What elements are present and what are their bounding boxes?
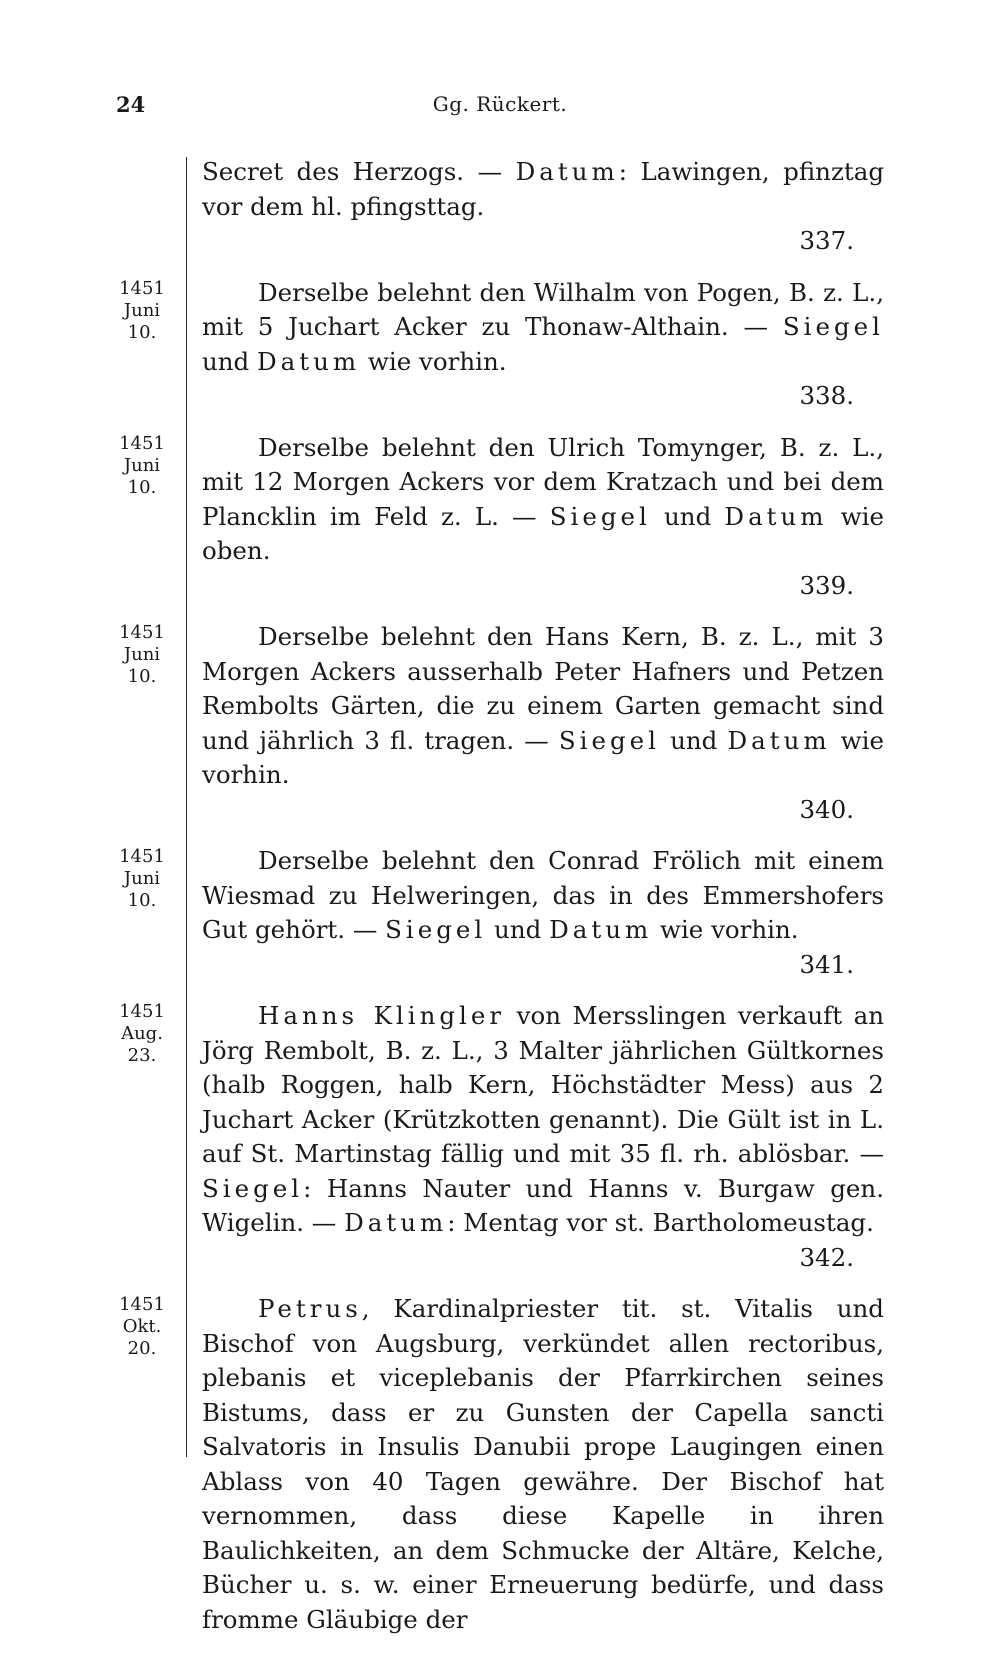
- spaced-keyword: Siegel: [549, 501, 651, 531]
- spaced-keyword: Siegel: [385, 915, 487, 944]
- margin-date-line: 1451: [119, 278, 165, 299]
- regest-entry: [202, 999, 884, 1275]
- regest-entry: [202, 844, 884, 982]
- margin-date: [108, 433, 176, 499]
- spaced-keyword: Siegel: [782, 312, 884, 341]
- margin-date-line: 10.: [127, 890, 157, 911]
- margin-date: [108, 1294, 176, 1360]
- text-run: von Mersslingen verkauft an Jörg Rembolt, B. z. L., 3 Malter jährlichen Gültkornes (halb Roggen, halb Kern, Höchstädter Mess) aus 2 Juchart Acker (Krützkotten genannt). Die Gült ist in L. auf St. Martinstag fällig und mit 35 fl. rh. ablösbar. —: [202, 1001, 884, 1168]
- regest-entry: [202, 1292, 884, 1637]
- text-run: wie vorhin.: [360, 346, 507, 376]
- text-run: und: [660, 725, 728, 755]
- margin-date-line: 1451: [119, 846, 165, 867]
- entry-text: [202, 1292, 884, 1637]
- entry-text: [202, 155, 884, 224]
- margin-date-line: 1451: [119, 1294, 165, 1315]
- entry-text: [202, 620, 884, 793]
- regest-entry: [202, 431, 884, 604]
- text-run: Derselbe belehnt den Conrad Frölich mit einem Wiesmad zu Helweringen, das in des Emmershofers Gut gehört. —: [202, 846, 884, 944]
- margin-date: [108, 622, 176, 688]
- text-run: : Hanns Nauter und Hanns v. Burgaw gen. Wigelin. —: [202, 1173, 884, 1237]
- margin-date-line: Juni: [123, 300, 161, 321]
- margin-date-line: 10.: [127, 322, 157, 343]
- entry-text: [202, 431, 884, 569]
- page-header: [0, 92, 1000, 124]
- margin-date: [108, 278, 176, 344]
- regest-entry: [202, 620, 884, 827]
- text-run: : Mentag vor st. Bartholomeustag.: [447, 1208, 874, 1237]
- spaced-keyword: Datum: [515, 157, 619, 186]
- spaced-keyword: Datum: [257, 346, 361, 376]
- margin-date-line: Juni: [123, 455, 161, 476]
- text-run: wie vorhin.: [202, 725, 884, 789]
- regest-entry: [202, 276, 884, 414]
- spaced-keyword: Datum: [549, 915, 653, 944]
- spaced-keyword: Siegel: [558, 725, 661, 755]
- running-title: Gg. Rückert.: [432, 92, 568, 116]
- text-run: und: [202, 346, 258, 376]
- entry-number: 338.: [799, 381, 854, 410]
- spaced-keyword: Datum: [344, 1208, 448, 1237]
- spaced-keyword: Petrus: [258, 1294, 362, 1323]
- margin-date-line: 1451: [119, 433, 165, 454]
- text-run: Derselbe belehnt den Hans Kern, B. z. L., mit 3 Morgen Ackers ausserhalb Peter Hafners und Petzen Rembolts Gärten, die zu einem Garten gemacht sind und jährlich 3 fl. tragen. —: [202, 622, 884, 755]
- regest-entry: [202, 155, 884, 259]
- margin-date-line: 23.: [127, 1045, 157, 1066]
- entry-text: [202, 276, 884, 380]
- margin-date-line: Okt.: [122, 1316, 162, 1337]
- entry-number: 342.: [799, 1242, 854, 1272]
- spaced-keyword: Datum: [724, 501, 828, 531]
- text-run: und: [486, 915, 550, 944]
- margin-date-line: 1451: [119, 1001, 165, 1022]
- margin-date: [108, 1001, 176, 1067]
- text-run: Derselbe belehnt den Wilhalm von Pogen, B. z. L., mit 5 Juchart Acker zu Thonaw-Althain. —: [202, 277, 884, 341]
- text-run: wie oben.: [202, 501, 884, 565]
- spaced-keyword: Hanns Klingler: [258, 1001, 506, 1030]
- text-run: Secret des Herzogs. —: [202, 157, 516, 186]
- text-run: Derselbe belehnt den Ulrich Tomynger, B. z. L., mit 12 Morgen Ackers vor dem Kratzach und bei dem Plancklin im Feld z. L. —: [202, 432, 884, 531]
- margin-date-line: Juni: [123, 644, 161, 665]
- margin-date-line: 20.: [127, 1338, 157, 1359]
- entry-number: 340.: [799, 794, 854, 824]
- margin-date-line: 1451: [119, 622, 165, 643]
- margin-date-line: 10.: [127, 477, 157, 498]
- text-run: , Kardinalpriester tit. st. Vitalis und Bischof von Augsburg, verkündet allen rectoribus, plebanis et viceplebanis der Pfarrkirchen seines Bistums, dass er zu Gunsten der Capella sancti Salvatoris in Insulis Danubii prope Laugingen einen Ablass von 40 Tagen gewähre. Der Bischof hat vernommen, dass diese Kapelle in ihren Baulichkeiten, an dem Schmucke der Altäre, Kelche, Bücher u. s. w. einer Erneuerung bedürfe, und dass fromme Gläubige der: [202, 1294, 884, 1634]
- margin-date-line: 10.: [127, 666, 157, 687]
- spaced-keyword: Datum: [727, 725, 831, 755]
- margin-date-line: Juni: [123, 868, 161, 889]
- entry-text: [202, 999, 884, 1241]
- margin-rule: [186, 157, 187, 1457]
- text-run: und: [650, 501, 725, 531]
- text-run: wie vorhin.: [652, 915, 799, 944]
- entry-number: 337.: [799, 226, 854, 255]
- text-run: : Lawingen, pfinztag vor dem hl. pfingsttag.: [202, 157, 885, 221]
- entry-number: 341.: [799, 949, 854, 979]
- page-number: 24: [116, 92, 146, 117]
- margin-date: [108, 846, 176, 912]
- margin-date-line: Aug.: [121, 1023, 163, 1044]
- entry-text: [202, 844, 884, 948]
- spaced-keyword: Siegel: [202, 1173, 304, 1203]
- entry-number: 339.: [799, 570, 854, 600]
- text-column: [202, 155, 884, 1654]
